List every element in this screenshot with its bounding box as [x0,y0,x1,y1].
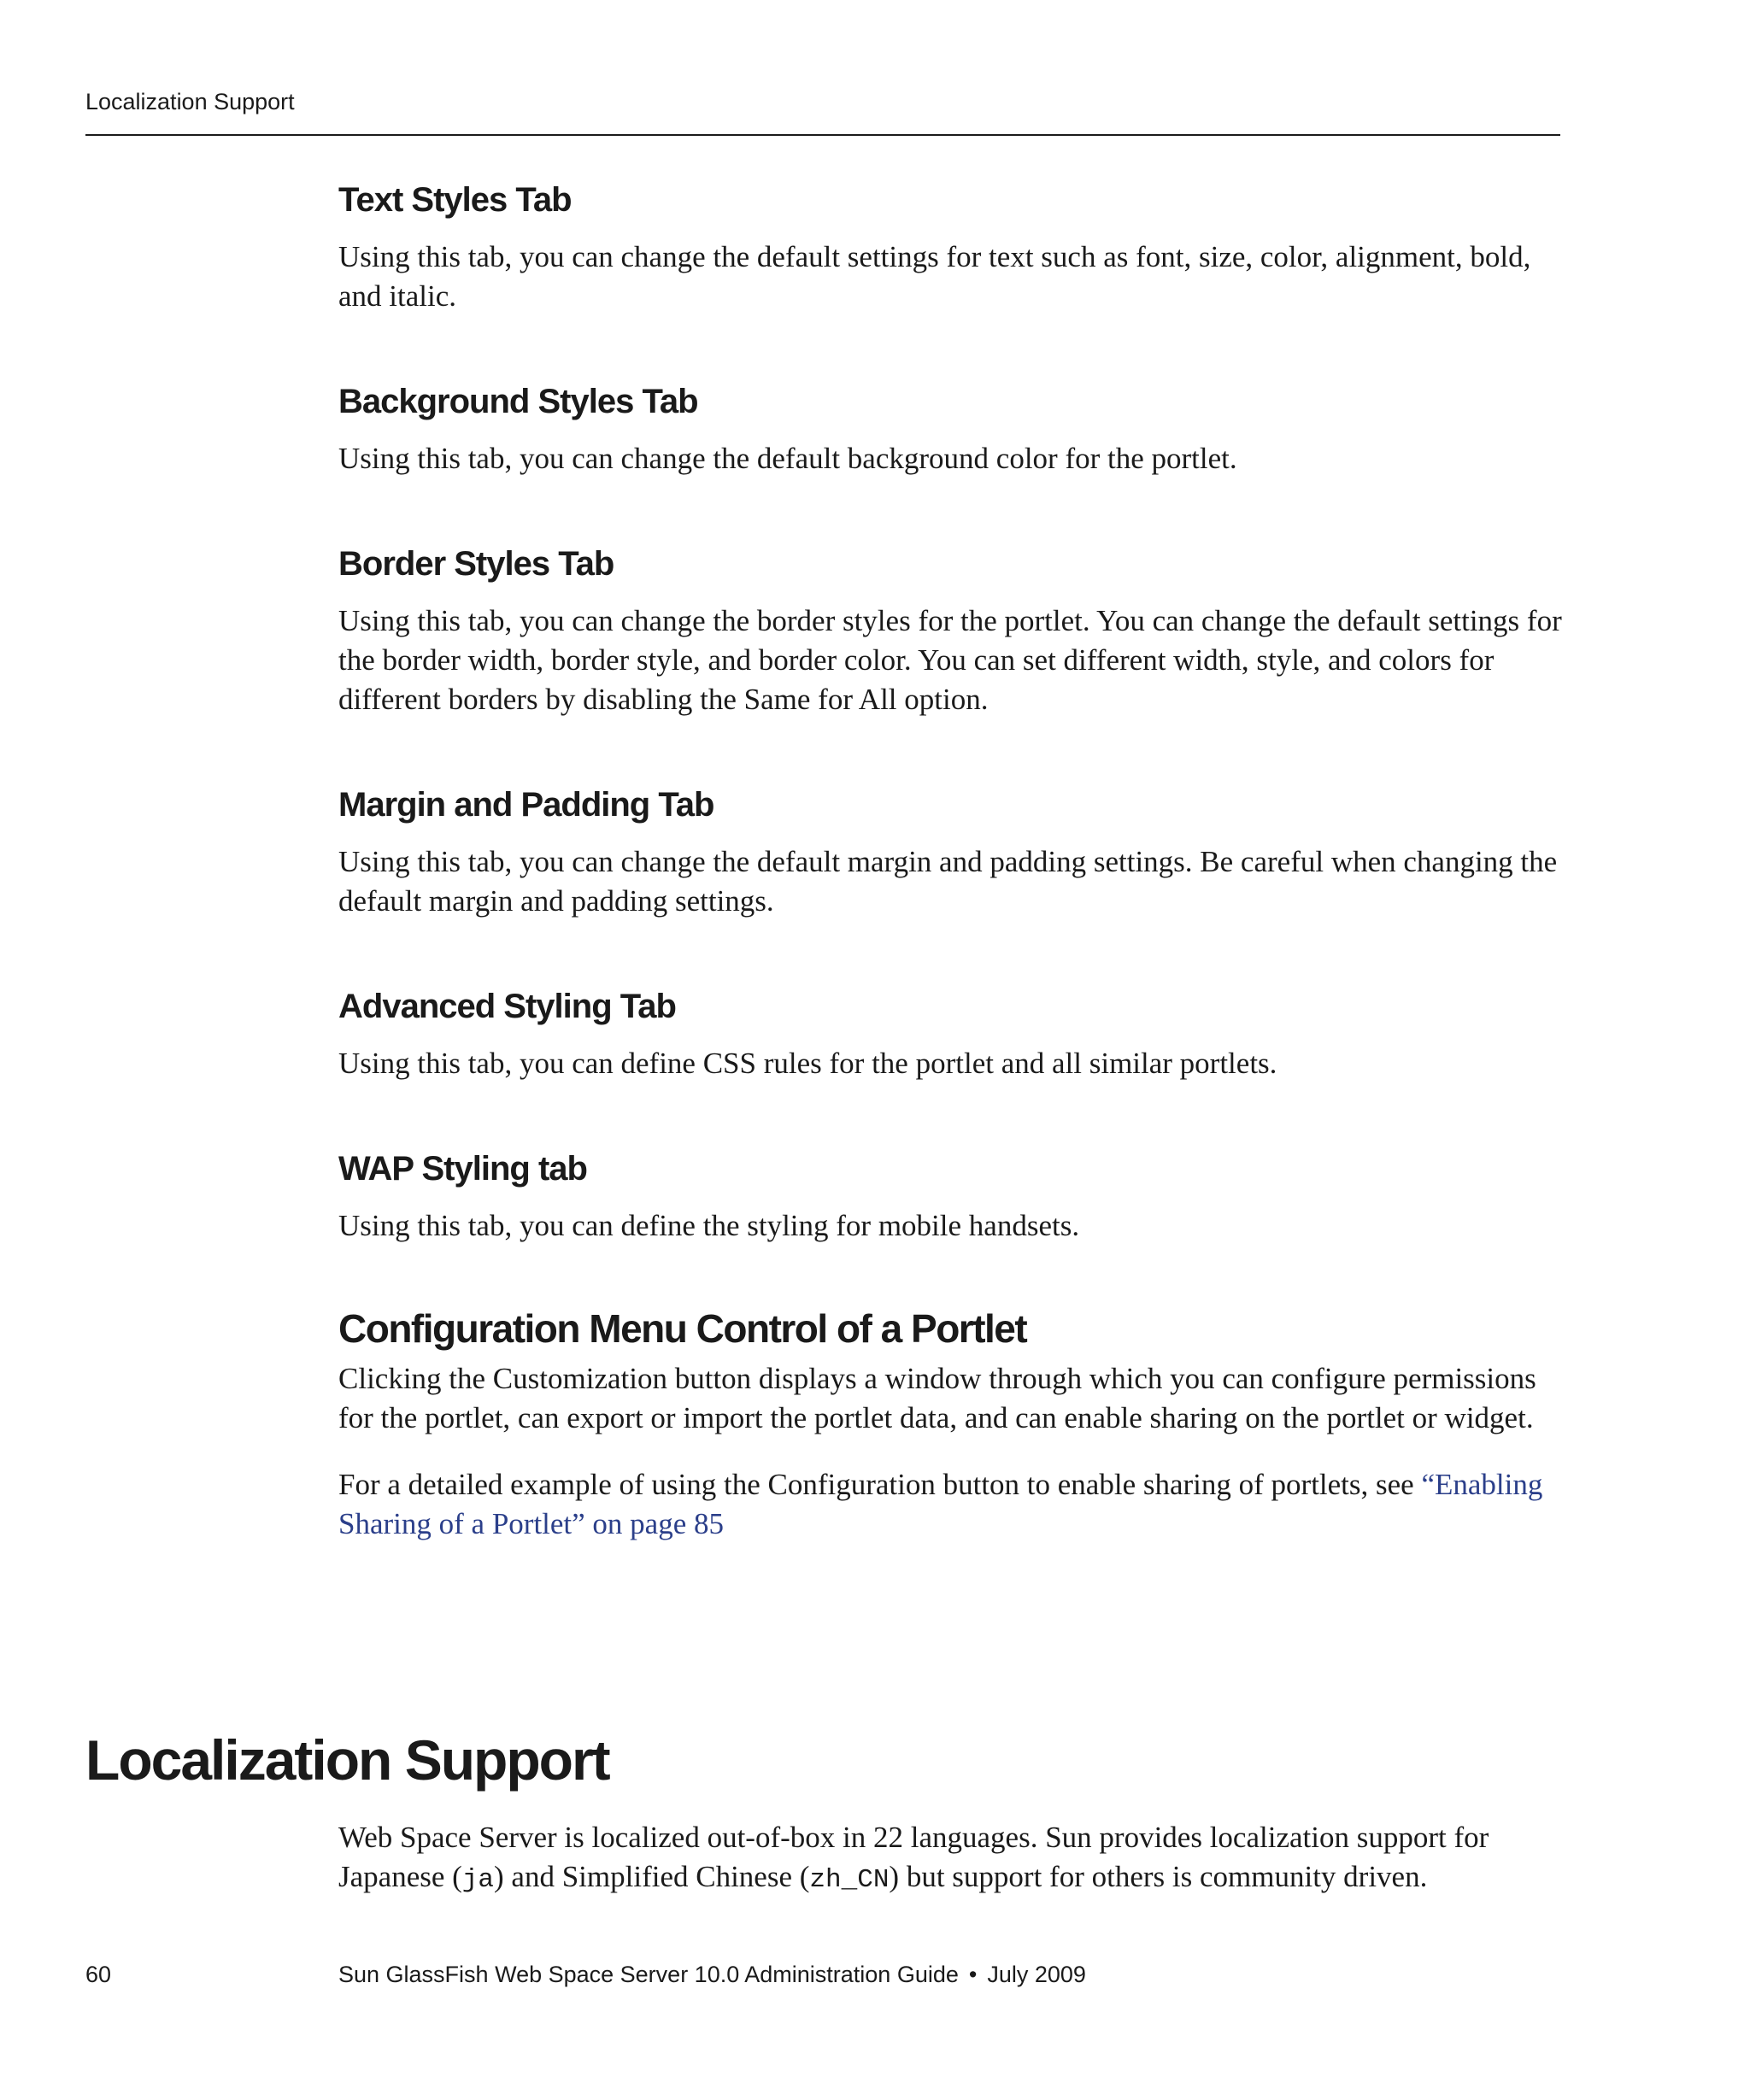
section-heading: Border Styles Tab [338,545,614,583]
code-zh-cn: zh_CN [809,1865,890,1895]
section-advanced-styling-tab [338,986,1569,1083]
localization-paragraph [338,1818,1569,1900]
section-heading: Margin and Padding Tab [338,786,714,824]
section-paragraph: Using this tab, you can change the border styles for the portlet. You can change the default settings for the border width, border style, and border color. You can set different width, style, and colors for different borders by disabling the Same for All option. [338,604,1562,716]
cross-reference-link[interactable]: “Enabling Sharing of a Portlet” on page 85 [338,1468,1543,1541]
section-configuration-menu [338,1305,1569,1544]
section-paragraph [338,1465,1569,1544]
section-paragraph: Using this tab, you can change the default settings for text such as font, size, color, alignment, bold, and italic. [338,240,1531,313]
paragraph-text: Web Space Server is localized out-of-box in 22 languages. Sun provides localization support for Japanese ( [338,1821,1489,1893]
section-heading: WAP Styling tab [338,1150,587,1188]
footer-book-title [338,1962,1086,1988]
section-paragraph: Using this tab, you can define the styling for mobile handsets. [338,1209,1080,1242]
page-number: 60 [85,1962,112,1987]
section-heading: Advanced Styling Tab [338,988,676,1025]
section-heading: Background Styles Tab [338,383,698,420]
section-border-styles-tab [338,543,1569,719]
section-text-styles-tab [338,179,1569,316]
localization-heading: Localization Support [85,1728,609,1792]
footer-separator: • [968,1962,978,1987]
header-rule [85,134,1560,136]
section-background-styles-tab [338,381,1569,478]
paragraph-text: For a detailed example of using the Configuration button to enable sharing of portlets, see [338,1468,1422,1502]
running-header: Localization Support [85,89,295,114]
book-title: Sun GlassFish Web Space Server 10.0 Administration Guide [338,1962,959,1987]
main-content [338,179,1569,1544]
section-margin-padding-tab [338,784,1569,921]
code-ja: ja [461,1865,495,1895]
section-heading: Configuration Menu Control of a Portlet [338,1306,1027,1351]
section-paragraph: Using this tab, you can change the default background color for the portlet. [338,442,1237,475]
section-paragraph: Using this tab, you can define CSS rules for the portlet and all similar portlets. [338,1047,1277,1080]
paragraph-text: ) but support for others is community driven. [889,1860,1428,1893]
section-heading: Text Styles Tab [338,181,572,219]
localization-body [338,1818,1569,1900]
section-paragraph: Using this tab, you can change the default margin and padding settings. Be careful when changing the default margin and padding settings. [338,845,1558,918]
section-paragraph: Clicking the Customization button displays a window through which you can configure permissions for the portlet, can export or import the portlet data, and can enable sharing on the portlet or widget. [338,1362,1536,1435]
publication-date: July 2009 [987,1962,1086,1987]
paragraph-text: ) and Simplified Chinese ( [494,1860,810,1893]
section-wap-styling-tab [338,1148,1569,1246]
